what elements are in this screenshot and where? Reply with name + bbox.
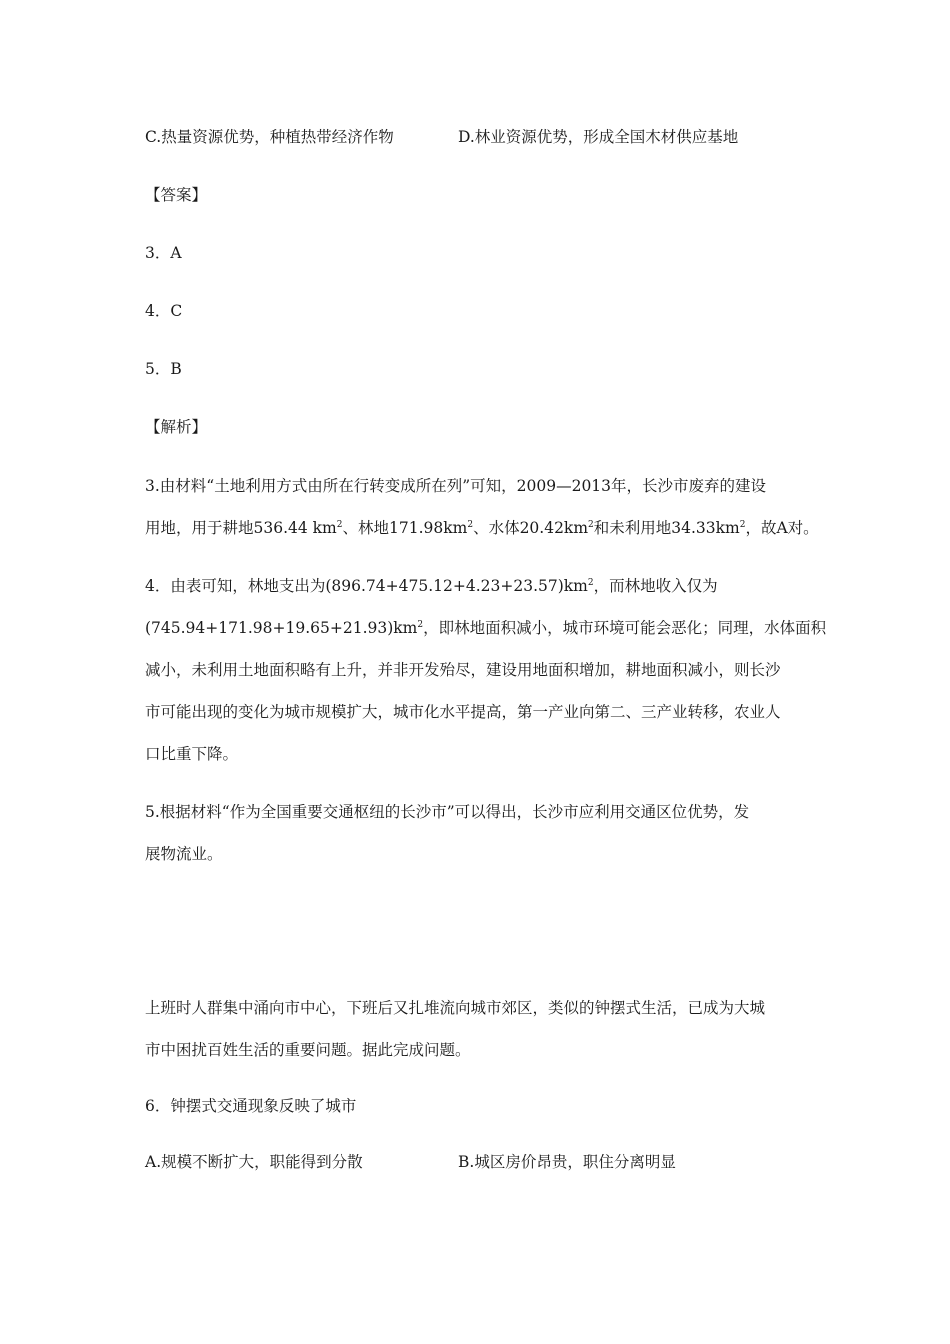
q6-options-row (145, 1152, 676, 1172)
analysis-4-line-2: $(745.94+171.98+19.65+21.93)km^2$，即林地面积减小，城市环境可能会恶化；同理，水体面积 (145, 619, 827, 637)
analysis-3-line-2: 用地，用于耕地536.44 $km^2$、林地$171.98km^2$、水体$20.42km^2$和未利用地$34.33km^2$，故A对。 (145, 519, 819, 537)
q2-options-row (145, 127, 739, 147)
analysis-4-line-5: 口比重下降。 (145, 745, 239, 763)
analysis-4-line-4: 市可能出现的变化为城市规模扩大，城市化水平提高，第一产业向第二、三产业转移，农业人 (145, 703, 781, 721)
analysis-4-line-3: 减小，未利用土地面积略有上升，并非开发殆尽，建设用地面积增加，耕地面积减小，则长沙 (145, 661, 781, 679)
passage-line-1: 上班时人群集中涌向市中心，下班后又扎堆流向城市郊区，类似的钟摆式生活，已成为大城 (145, 999, 766, 1017)
analysis-header: 【解析】 (145, 418, 208, 436)
option-d: D.林业资源优势，形成全国木材供应基地 (458, 128, 739, 146)
option-a: A.规模不断扩大，职能得到分散 (145, 1153, 363, 1171)
answer-5: 5．B (145, 360, 182, 378)
option-b: B.城区房价昂贵，职住分离明显 (458, 1153, 676, 1171)
option-c: C.热量资源优势，种植热带经济作物 (145, 128, 394, 146)
analysis-4-line-1: 4．由表可知，林地支出为$(896.74+475.12+4.23+23.57)km^2$，而林地收入仅为 (145, 577, 718, 595)
answer-4: 4．C (145, 302, 183, 320)
question-6-stem: 6．钟摆式交通现象反映了城市 (145, 1097, 357, 1115)
analysis-5-line-2: 展物流业。 (145, 845, 223, 863)
answer-3: 3．A (145, 244, 182, 262)
answer-header: 【答案】 (145, 186, 208, 204)
analysis-3-line-1: 3.由材料“土地利用方式由所在行转变成所在列”可知，2009—2013年，长沙市废弃的建设 (145, 477, 767, 495)
passage-line-2: 市中困扰百姓生活的重要问题。据此完成问题。 (145, 1041, 471, 1059)
analysis-5-line-1: 5.根据材料“作为全国重要交通枢纽的长沙市”可以得出，长沙市应利用交通区位优势，发 (145, 803, 750, 821)
